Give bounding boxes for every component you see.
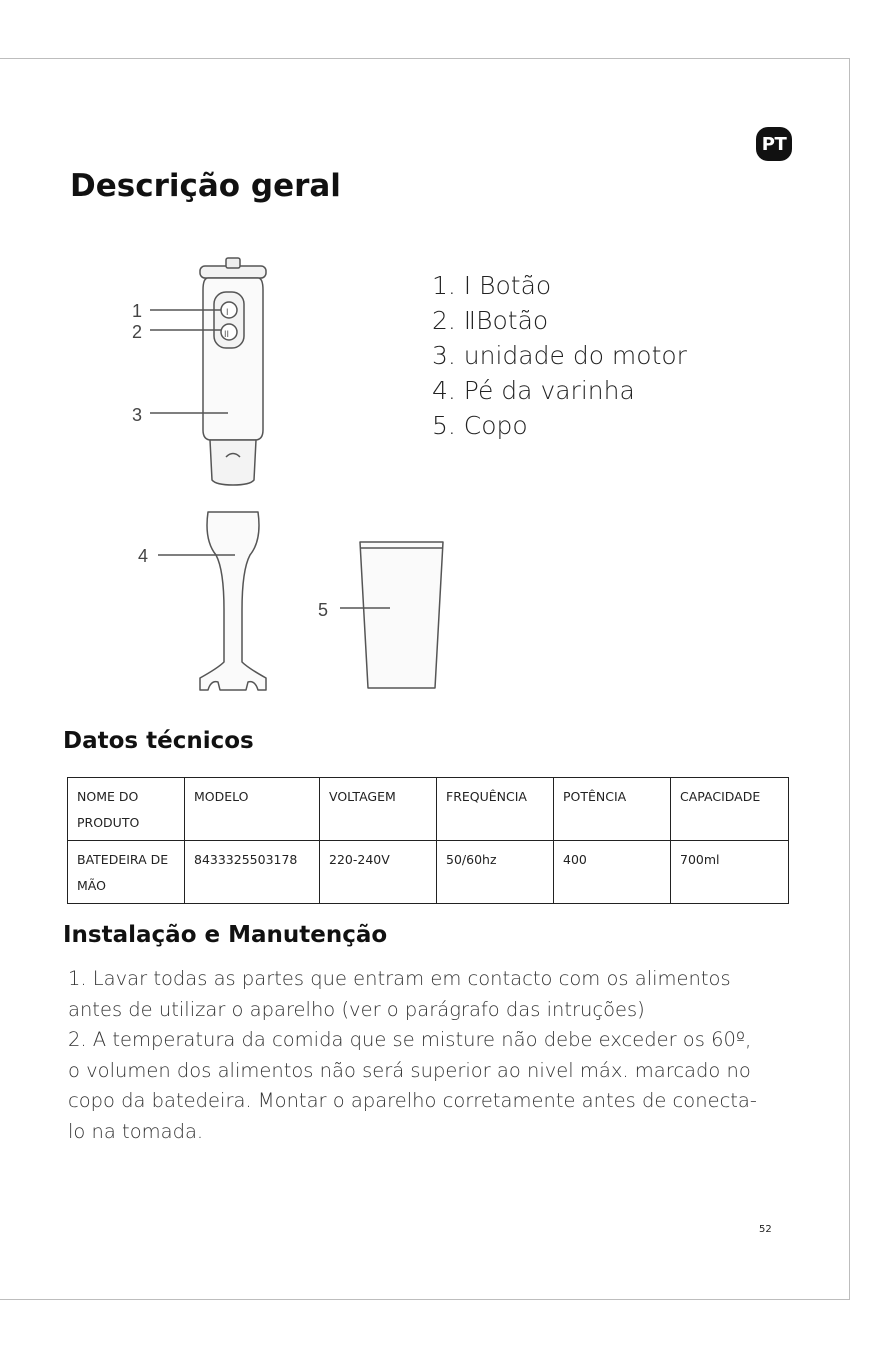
blender-diagram <box>120 250 460 700</box>
diagram-label-5: 5 <box>318 600 329 620</box>
table-header-cell: NOME DO PRODUTO <box>68 778 185 841</box>
svg-text:II: II <box>224 329 230 339</box>
installation-text <box>68 964 768 1147</box>
parts-list <box>432 268 687 443</box>
page-number: 52 <box>759 1224 772 1235</box>
language-badge: PT <box>756 127 792 161</box>
table-header-cell: FREQUÊNCIA <box>437 778 554 841</box>
specs-table <box>67 777 789 904</box>
diagram-label-2: 2 <box>132 322 143 342</box>
table-header-cell: POTÊNCIA <box>554 778 671 841</box>
page-title: Descrição geral <box>70 168 341 204</box>
parts-list-item: 3. unidade do motor <box>432 341 687 370</box>
table-header-row <box>68 778 789 841</box>
diagram-label-4: 4 <box>138 546 149 566</box>
table-header-cell: CAPACIDADE <box>671 778 789 841</box>
table-cell: 8433325503178 <box>185 841 320 904</box>
table-cell: BATEDEIRA DE MÃO <box>68 841 185 904</box>
motor-unit-illustration <box>200 258 266 485</box>
table-header-cell: VOLTAGEM <box>320 778 437 841</box>
table-cell: 700ml <box>671 841 789 904</box>
diagram-label-3: 3 <box>132 405 143 425</box>
table-cell: 50/60hz <box>437 841 554 904</box>
installation-heading: Instalação e Manutenção <box>63 922 388 948</box>
tech-data-heading: Datos técnicos <box>63 728 254 754</box>
table-cell: 400 <box>554 841 671 904</box>
table-cell: 220-240V <box>320 841 437 904</box>
table-header-cell: MODELO <box>185 778 320 841</box>
parts-list-item: 1. I Botão <box>432 271 552 300</box>
installation-paragraph: 1. Lavar todas as partes que entram em contacto com os alimentos antes de utilizar o aparelho (ver o parágrafo das intruções) <box>68 967 731 1021</box>
parts-list-item: 5. Copo <box>432 411 528 440</box>
installation-paragraph: 2. A temperatura da comida que se misture não debe exceder os 60º, o volumen dos alimentos não será superior ao nivel máx. marcado no copo da batedeira. Montar o aparelho corretamente antes de conecta-lo na tomada. <box>68 1028 757 1143</box>
parts-list-item: 4. Pé da varinha <box>432 376 635 405</box>
wand-foot-illustration <box>200 512 266 690</box>
cup-illustration <box>360 542 443 688</box>
table-row <box>68 841 789 904</box>
parts-list-item: 2. ⅡBotão <box>432 306 549 335</box>
diagram-label-1: 1 <box>132 301 143 321</box>
svg-text:I: I <box>226 307 229 317</box>
